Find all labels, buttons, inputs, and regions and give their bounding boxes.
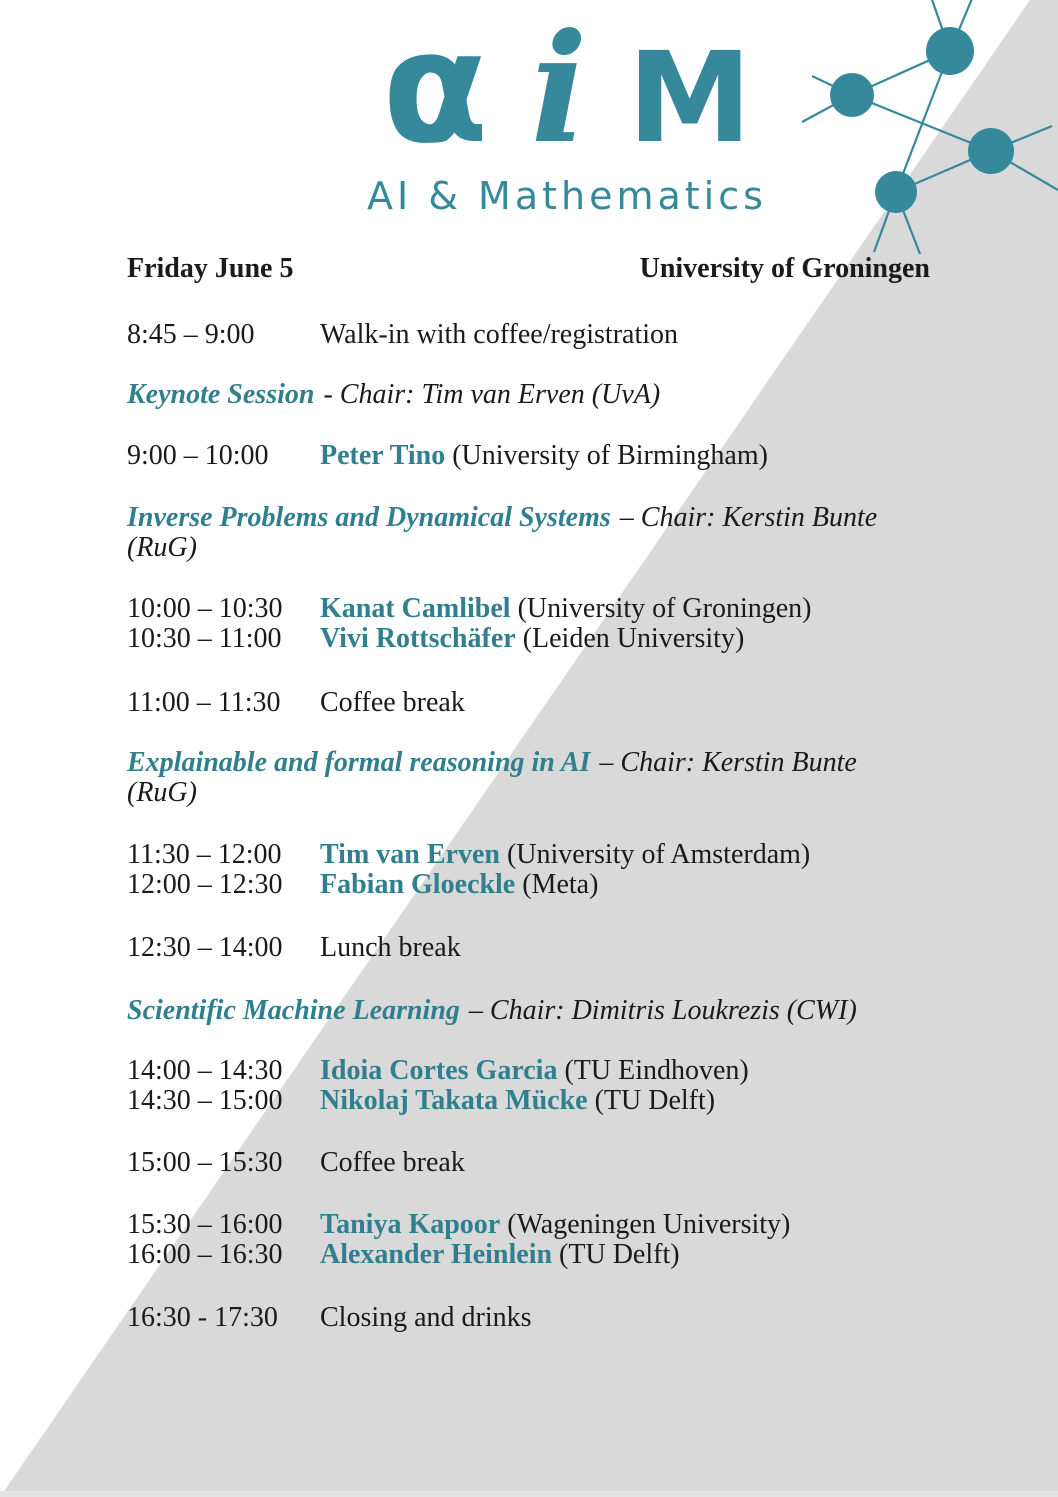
talk-row (127, 441, 930, 471)
time-label: 8:45 – 9:00 (127, 319, 255, 350)
session-title: Scientific Machine Learning (127, 995, 460, 1026)
speaker-affiliation: (University of Amsterdam) (506, 839, 811, 870)
time-label: 14:30 – 15:00 (127, 1085, 283, 1116)
speaker-name: Fabian Gloeckle (320, 869, 516, 900)
time-label: 15:30 – 16:00 (127, 1209, 283, 1240)
speaker-affiliation: (TU Eindhoven) (564, 1055, 749, 1086)
logo-alpha-glyph: α (382, 0, 489, 178)
time-label: 15:00 – 15:30 (127, 1147, 283, 1178)
session-title: Keynote Session (127, 379, 315, 410)
speaker-name: Taniya Kapoor (320, 1209, 501, 1240)
talk-row (127, 1240, 930, 1270)
speaker-name: Idoia Cortes Garcia (320, 1055, 558, 1086)
break-row (127, 688, 930, 718)
session-chair: – Chair: Dimitris Loukrezis (CWI) (468, 995, 857, 1026)
time-label: 16:30 - 17:30 (127, 1302, 278, 1333)
time-label: 10:00 – 10:30 (127, 593, 283, 624)
talk-entry (320, 1056, 930, 1086)
speaker-name: Peter Tino (320, 440, 446, 471)
talk-row (127, 840, 930, 870)
break-row (127, 1148, 930, 1178)
break-row (127, 933, 930, 963)
talk-row (127, 624, 930, 654)
talk-row (127, 1056, 930, 1086)
item-label: Closing and drinks (320, 1302, 532, 1333)
session-chair: - Chair: Tim van Erven (UvA) (323, 379, 661, 410)
time-label: 11:30 – 12:00 (127, 839, 282, 870)
talk-entry (320, 624, 930, 654)
talk-row (127, 1210, 930, 1240)
session-chair: – Chair: Kerstin Bunte (RuG) (127, 747, 857, 808)
page-bottom-edge (0, 1491, 1058, 1497)
schedule (127, 0, 930, 1333)
speaker-affiliation: (University of Groningen) (517, 593, 812, 624)
time-label: 10:30 – 11:00 (127, 623, 282, 654)
header-date: Friday June 5 (127, 253, 294, 284)
time-label: 16:00 – 16:30 (127, 1239, 283, 1270)
talk-row (127, 594, 930, 624)
time-label: 12:00 – 12:30 (127, 869, 283, 900)
page-header (127, 254, 930, 284)
session-title: Explainable and formal reasoning in AI (127, 747, 591, 778)
session-header (127, 996, 930, 1026)
speaker-name: Kanat Camlibel (320, 593, 511, 624)
talk-entry (320, 1086, 930, 1116)
session-header (127, 380, 930, 410)
speaker-affiliation: (Leiden University) (522, 623, 745, 654)
session-header (127, 748, 930, 808)
session-title: Inverse Problems and Dynamical Systems (127, 502, 611, 533)
header-location: University of Groningen (639, 253, 930, 284)
talk-entry (320, 441, 930, 471)
speaker-affiliation: (University of Birmingham) (452, 440, 768, 471)
speaker-name: Alexander Heinlein (320, 1239, 553, 1270)
time-label: 9:00 – 10:00 (127, 440, 269, 471)
speaker-affiliation: (Meta) (522, 869, 599, 900)
break-row (127, 1303, 930, 1333)
talk-entry (320, 870, 930, 900)
session-header (127, 503, 930, 563)
talk-row (127, 1086, 930, 1116)
speaker-name: Nikolaj Takata Mücke (320, 1085, 588, 1116)
session-chair: – Chair: Kerstin Bunte (RuG) (127, 502, 878, 563)
speaker-affiliation: (TU Delft) (594, 1085, 716, 1116)
speaker-name: Tim van Erven (320, 839, 500, 870)
speaker-affiliation: (TU Delft) (559, 1239, 680, 1270)
item-label: Coffee break (320, 1147, 465, 1178)
talk-entry (320, 1210, 930, 1240)
logo-subtitle: AI & Mathematics (367, 174, 767, 218)
talk-entry (320, 840, 930, 870)
time-label: 12:30 – 14:00 (127, 932, 283, 963)
item-label: Coffee break (320, 687, 465, 718)
speaker-name: Vivi Rottschäfer (320, 623, 516, 654)
item-label: Walk-in with coffee/registration (320, 319, 678, 350)
logo-i-glyph: i (530, 1, 588, 177)
time-label: 11:00 – 11:30 (127, 687, 281, 718)
logo-m-glyph: M (627, 26, 752, 171)
speaker-affiliation: (Wageningen University) (507, 1209, 791, 1240)
item-label: Lunch break (320, 932, 461, 963)
talk-row (127, 870, 930, 900)
break-row (127, 320, 930, 350)
time-label: 14:00 – 14:30 (127, 1055, 283, 1086)
talk-entry (320, 594, 930, 624)
talk-entry (320, 1240, 930, 1270)
